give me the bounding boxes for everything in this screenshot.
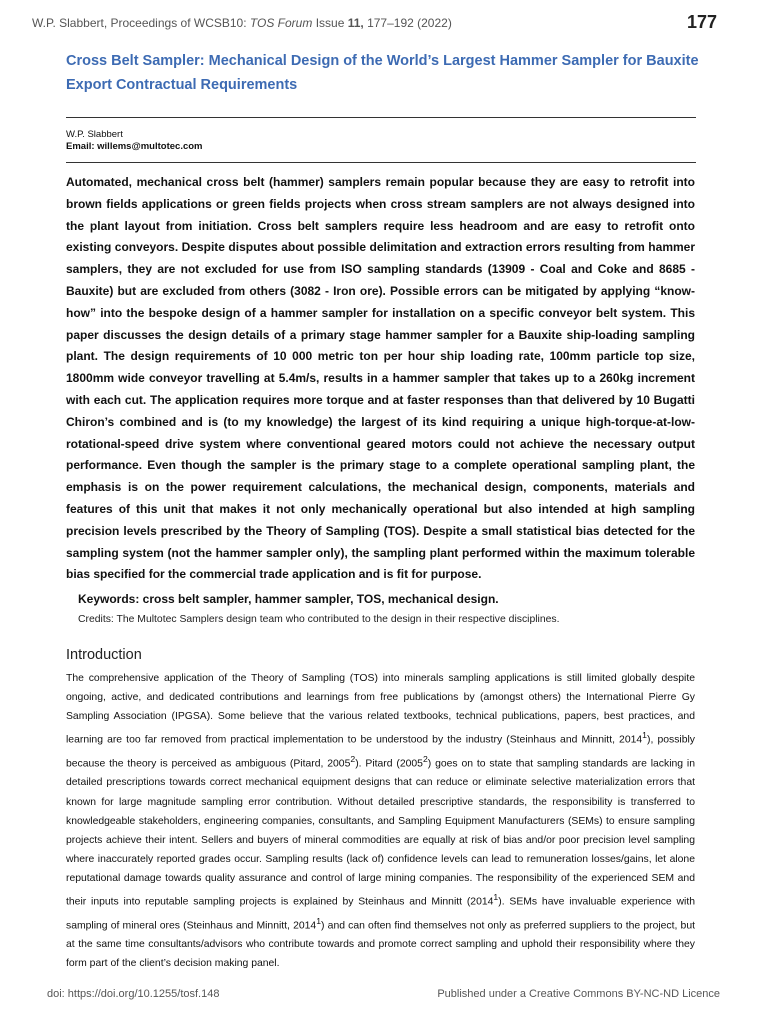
header-issue-number: 11,	[347, 16, 364, 30]
top-divider	[66, 117, 696, 118]
abstract: Automated, mechanical cross belt (hammer) samplers remain popular because they are easy to retrofit into brown fields applications or green fields projects when cross stream samplers are not always designed into the plant layout from initiation. Cross belt samplers require less headroom and are easy to retrofit onto existing conveyors. Despite disputes about possible delimitation and extraction errors resulting from hammer samplers, they are not excluded for use from ISO sampling standards (13909 - Coal and Coke and 8685 - Bauxite) but are excluded from others (3082 - Iron ore). Possible errors can be mitigated by applying “know-how” into the bespoke design of a hammer sampler for installation on a specific conveyor belt system. This paper discusses the design details of a primary stage hammer sampler for a Bauxite ship-loading sampling plant. The design requirements of 10 000 metric ton per hour ship loading rate, 100mm particle top size, 1800mm wide conveyor travelling at 5.4m/s, results in a hammer sampler that takes up to a 260kg increment with each cut. The application requires more torque and at faster responses than that delivered by 10 Bugatti Chiron’s combined and is (to my knowledge) the largest of its kind requiring a unique high-torque-at-low-rotational-speed drive system where conventional geared motors could not achieve the necessary output performance. Even though the sampler is the primary stage to a complete operational sampling plant, the emphasis is on the power requirement calculations, the mechanical design, components, materials and features of this unit that makes it not only mechanically operational but also intended at high sampling precision levels prescribed by the Theory of Sampling (TOS). Despite a small statistical bias detected for the sampling system (not the hammer sampler only), the sampling plant performed within the maximum tolerable bias specified for the commercial trade application and is fit for purpose.	[66, 175, 695, 582]
keywords: Keywords: cross belt sampler, hammer sampler, TOS, mechanical design.	[78, 592, 499, 606]
author-block	[66, 129, 203, 153]
citation-ref: 2	[350, 753, 356, 764]
credits: Credits: The Multotec Samplers design team who contributed to the design in their respective disciplines.	[78, 614, 560, 625]
running-header	[32, 14, 722, 32]
section-heading-introduction: Introduction	[66, 647, 142, 663]
header-issue-label: Issue	[312, 16, 348, 30]
header-forum-name: TOS Forum	[249, 16, 313, 30]
bottom-divider	[66, 162, 696, 163]
header-pages: 177–192 (2022)	[363, 16, 452, 30]
licence-notice: Published under a Creative Commons BY-NC-ND Licence	[437, 988, 720, 1000]
doi-link[interactable]: doi: https://doi.org/10.1255/tosf.148	[47, 988, 220, 1000]
author-name: W.P. Slabbert	[66, 129, 123, 140]
intro-text-2: ), possibly because the theory is perceived as ambiguous (Pitard, 2005	[66, 734, 695, 770]
intro-text-4: ) goes on to state that sampling standards are lacking in detailed prescriptions towards correct mechanical equipment designs that can reduce or eliminate selective materialization errors that known for large magnitude sampling error contribution. Without detailed prescriptive standards, the responsibility is transferred to knowledgeable stakeholders, engineering companies, consultants, and Sampling Equipment Manufacturers (SEMs) to ensure sampling projects achieve their intent. Sellers and buyers of mineral commodities are equally at risk of bias and/or poor precision level sampling where inaccurately reported grades occur. Sampling results (lack of) confidence levels can lead to remuneration losses/gains, let alone reputational damage towards quality assurance and control of large mining companies. The responsibility of the experienced SEM and their inputs into reputable sampling projects is explained by Steinhaus and Minnitt (2014	[66, 758, 695, 908]
citation-ref: 2	[422, 753, 428, 764]
intro-text-3: ). Pitard (2005	[355, 758, 423, 770]
intro-text-6: ) and can often find themselves not only as preferred suppliers to the project, but at the same time consultants/advisors who contribute towards and promote correct sampling and uphold their responsibility where they form part of the client’s decision making panel.	[66, 920, 695, 970]
paper-title: Cross Belt Sampler: Mechanical Design of the World’s Largest Hammer Sampler for Bauxite Export Contractual Requirements	[66, 53, 699, 93]
citation-ref: 1	[493, 891, 499, 902]
intro-text-1: The comprehensive application of the Theory of Sampling (TOS) into minerals sampling applications is still limited globally despite ongoing, active, and dedicated contributions and learnings from free publications by (amongst others) the International Pierre Gy Sampling Association (IPGSA). Some believe that the various related textbooks, technical publications, papers, best practices, and learning are too far removed from practical implementation to be understood by the industry (Steinhaus and Minnitt, 2014	[66, 673, 695, 746]
citation-ref: 1	[642, 730, 647, 741]
header-citation: W.P. Slabbert, Proceedings of WCSB10:	[32, 16, 250, 30]
author-email: Email: willems@multotec.com	[66, 141, 203, 152]
introduction-paragraph	[66, 669, 695, 973]
intro-text-5: ). SEMs have invaluable experience with sampling of mineral ores (Steinhaus and Minnitt, 2014	[66, 896, 695, 931]
page-number: 177	[686, 12, 717, 32]
citation-ref: 1	[316, 915, 322, 926]
